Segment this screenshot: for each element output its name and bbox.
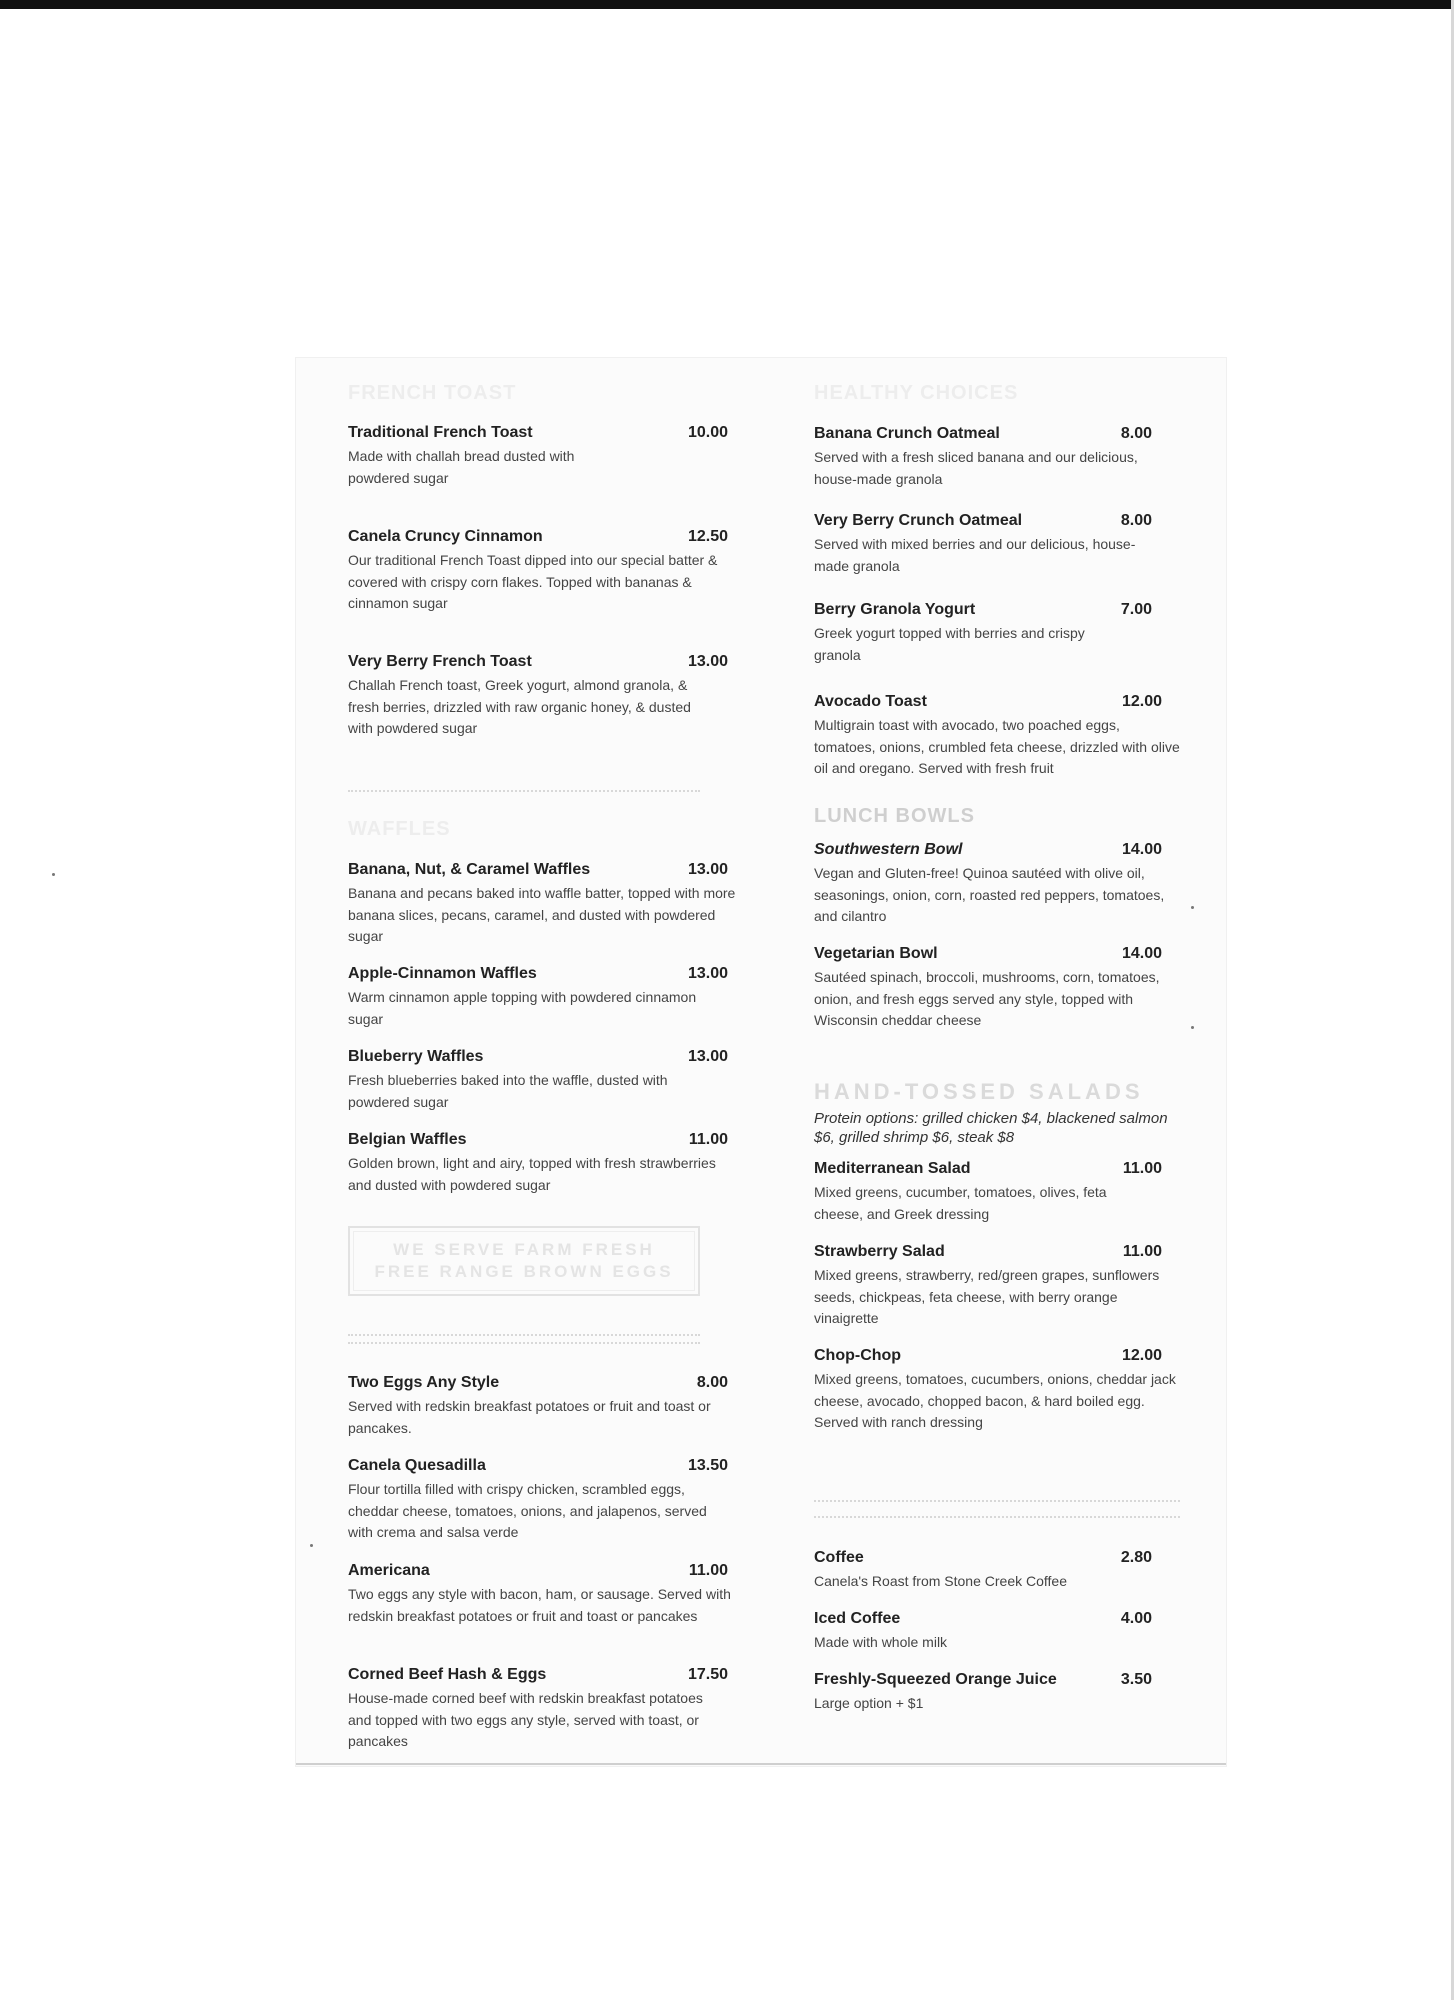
- eggs-badge-line-2: FREE RANGE BROWN EGGS: [374, 1262, 674, 1281]
- sheet-bottom-edge: [296, 1763, 1226, 1765]
- item-name: Canela Quesadilla: [348, 1457, 486, 1474]
- scan-speck: [52, 873, 55, 876]
- eggs-badge-line-1: WE SERVE FARM FRESH: [393, 1240, 655, 1259]
- item-name: Freshly-Squeezed Orange Juice: [814, 1671, 1057, 1688]
- item-description: Greek yogurt topped with berries and crispy granola: [814, 625, 1085, 663]
- item-description: Large option + $1: [814, 1695, 924, 1711]
- item-price: 12.00: [1121, 1347, 1162, 1364]
- item-description: Multigrain toast with avocado, two poached eggs, tomatoes, onions, crumbled feta cheese, drizzled with olive oil and oregano. Served with fresh fruit: [814, 717, 1180, 776]
- item-price: 11.00: [1122, 1243, 1162, 1260]
- item-price: 13.50: [687, 1457, 728, 1474]
- item-name: Avocado Toast: [814, 693, 927, 710]
- item-price: 11.00: [1122, 1160, 1162, 1177]
- menu-item: [348, 965, 728, 1030]
- divider: [814, 1516, 1180, 1518]
- item-price: 11.00: [688, 1562, 728, 1579]
- item-name: Coffee: [814, 1549, 864, 1566]
- menu-item: [814, 1549, 1152, 1593]
- item-description: Sautéed spinach, broccoli, mushrooms, corn, tomatoes, onion, and fresh eggs served any style, topped with Wisconsin cheddar cheese: [814, 969, 1160, 1028]
- menu-item: [348, 424, 728, 489]
- item-name: Southwestern Bowl: [814, 841, 963, 858]
- menu-item: [814, 841, 1165, 928]
- menu-item: [814, 693, 1180, 780]
- menu-item: [348, 1131, 728, 1196]
- item-description: Mixed greens, cucumber, tomatoes, olives, feta cheese, and Greek dressing: [814, 1184, 1107, 1222]
- menu-item: [814, 425, 1152, 490]
- item-description: Warm cinnamon apple topping with powdered cinnamon sugar: [348, 989, 697, 1027]
- divider: [348, 790, 700, 792]
- menu-item: [348, 528, 728, 615]
- item-name: Strawberry Salad: [814, 1243, 945, 1260]
- section-title-salads: HAND-TOSSED SALADS: [814, 1079, 1144, 1104]
- farm-fresh-eggs-badge: [348, 1226, 700, 1296]
- item-name: Apple-Cinnamon Waffles: [348, 965, 537, 982]
- item-name: Vegetarian Bowl: [814, 945, 938, 962]
- section-title-lunch-bowls: LUNCH BOWLS: [814, 805, 975, 827]
- item-price: 8.00: [696, 1374, 728, 1391]
- menu-item: [814, 601, 1152, 666]
- item-description: Challah French toast, Greek yogurt, almond granola, & fresh berries, drizzled with raw organic honey, & dusted with powdered sugar: [348, 677, 691, 736]
- menu-item: [814, 1610, 1152, 1654]
- item-price: 11.00: [688, 1131, 728, 1148]
- item-name: Corned Beef Hash & Eggs: [348, 1666, 547, 1683]
- item-price: 14.00: [1121, 945, 1162, 962]
- item-name: Two Eggs Any Style: [348, 1374, 500, 1391]
- menu-item: [814, 1160, 1162, 1225]
- item-name: Mediterranean Salad: [814, 1160, 971, 1177]
- item-description: Made with whole milk: [814, 1634, 948, 1650]
- item-name: Americana: [348, 1562, 430, 1579]
- item-name: Belgian Waffles: [348, 1131, 467, 1148]
- section-title-french-toast: FRENCH TOAST: [348, 382, 517, 404]
- item-name: Very Berry Crunch Oatmeal: [814, 512, 1023, 529]
- item-name: Iced Coffee: [814, 1610, 901, 1627]
- menu-item: [814, 945, 1162, 1032]
- item-description: Served with mixed berries and our delicious, house-made granola: [814, 536, 1136, 574]
- item-name: Banana Crunch Oatmeal: [814, 425, 1000, 442]
- item-description: Two eggs any style with bacon, ham, or sausage. Served with redskin breakfast potatoes or fruit and toast or pancakes: [348, 1586, 731, 1624]
- item-description: Canela's Roast from Stone Creek Coffee: [814, 1573, 1067, 1589]
- item-description: Mixed greens, tomatoes, cucumbers, onions, cheddar jack cheese, avocado, chopped bacon, & hard boiled egg. Served with ranch dressing: [814, 1371, 1176, 1430]
- item-description: Vegan and Gluten-free! Quinoa sautéed with olive oil, seasonings, onion, corn, roasted red peppers, tomatoes, and cilantro: [814, 865, 1165, 924]
- item-description: Served with redskin breakfast potatoes or fruit and toast or pancakes.: [348, 1398, 711, 1436]
- item-name: Blueberry Waffles: [348, 1048, 484, 1065]
- item-price: 13.00: [687, 861, 728, 878]
- menu-item: [348, 1666, 728, 1753]
- item-price: 13.00: [687, 653, 728, 670]
- item-price: 12.50: [687, 528, 728, 545]
- divider: [348, 1342, 700, 1344]
- item-name: Chop-Chop: [814, 1347, 902, 1364]
- divider: [348, 1334, 700, 1336]
- item-description: Mixed greens, strawberry, red/green grapes, sunflowers seeds, chickpeas, feta cheese, with berry orange vinaigrette: [814, 1267, 1160, 1326]
- item-description: Our traditional French Toast dipped into our special batter & covered with crispy corn flakes. Topped with bananas & cinnamon sugar: [348, 552, 718, 611]
- item-price: 8.00: [1120, 512, 1152, 529]
- item-description: House-made corned beef with redskin breakfast potatoes and topped with two eggs any style, served with toast, or pancakes: [348, 1690, 703, 1749]
- scan-speck: [1191, 906, 1194, 909]
- item-price: 14.00: [1121, 841, 1162, 858]
- menu-item: [814, 512, 1152, 577]
- menu-item: [348, 1562, 731, 1627]
- item-price: 17.50: [687, 1666, 728, 1683]
- item-name: Traditional French Toast: [348, 424, 533, 441]
- scan-speck: [1191, 1026, 1194, 1029]
- section-title-healthy-choices: HEALTHY CHOICES: [814, 382, 1019, 404]
- menu-item: [348, 1457, 728, 1544]
- item-description: Banana and pecans baked into waffle batter, topped with more banana slices, pecans, caramel, and dusted with powdered sugar: [348, 885, 736, 944]
- item-description: Flour tortilla filled with crispy chicken, scrambled eggs, cheddar cheese, tomatoes, onions, and jalapenos, served with crema and salsa verde: [348, 1481, 707, 1540]
- item-price: 4.00: [1120, 1610, 1152, 1627]
- menu-item: [814, 1347, 1176, 1434]
- protein-options-note: Protein options: grilled chicken $4, blackened salmon $6, grilled shrimp $6, steak $8: [814, 1110, 1168, 1146]
- item-description: Golden brown, light and airy, topped with fresh strawberries and dusted with powdered sugar: [348, 1155, 716, 1193]
- menu-item: [814, 1243, 1162, 1330]
- item-price: 7.00: [1120, 601, 1152, 618]
- item-price: 3.50: [1120, 1671, 1152, 1688]
- menu-item: [814, 1671, 1152, 1715]
- item-description: Made with challah bread dusted with powdered sugar: [348, 448, 575, 486]
- menu-item: [348, 861, 736, 948]
- item-name: Canela Cruncy Cinnamon: [348, 528, 543, 545]
- section-title-waffles: WAFFLES: [348, 818, 451, 840]
- item-description: Fresh blueberries baked into the waffle, dusted with powdered sugar: [348, 1072, 668, 1110]
- scan-edge-top: [0, 0, 1454, 9]
- item-price: 8.00: [1120, 425, 1152, 442]
- menu-item: [348, 1048, 728, 1113]
- item-description: Served with a fresh sliced banana and our delicious, house-made granola: [814, 449, 1138, 487]
- item-price: 10.00: [687, 424, 728, 441]
- menu-item: [348, 1374, 728, 1439]
- item-name: Banana, Nut, & Caramel Waffles: [348, 861, 591, 878]
- item-name: Berry Granola Yogurt: [814, 601, 976, 618]
- item-price: 13.00: [687, 1048, 728, 1065]
- divider: [814, 1500, 1180, 1502]
- menu-item: [348, 653, 728, 740]
- item-price: 2.80: [1120, 1549, 1152, 1566]
- item-price: 12.00: [1121, 693, 1162, 710]
- item-name: Very Berry French Toast: [348, 653, 532, 670]
- item-price: 13.00: [687, 965, 728, 982]
- scan-speck: [310, 1544, 313, 1547]
